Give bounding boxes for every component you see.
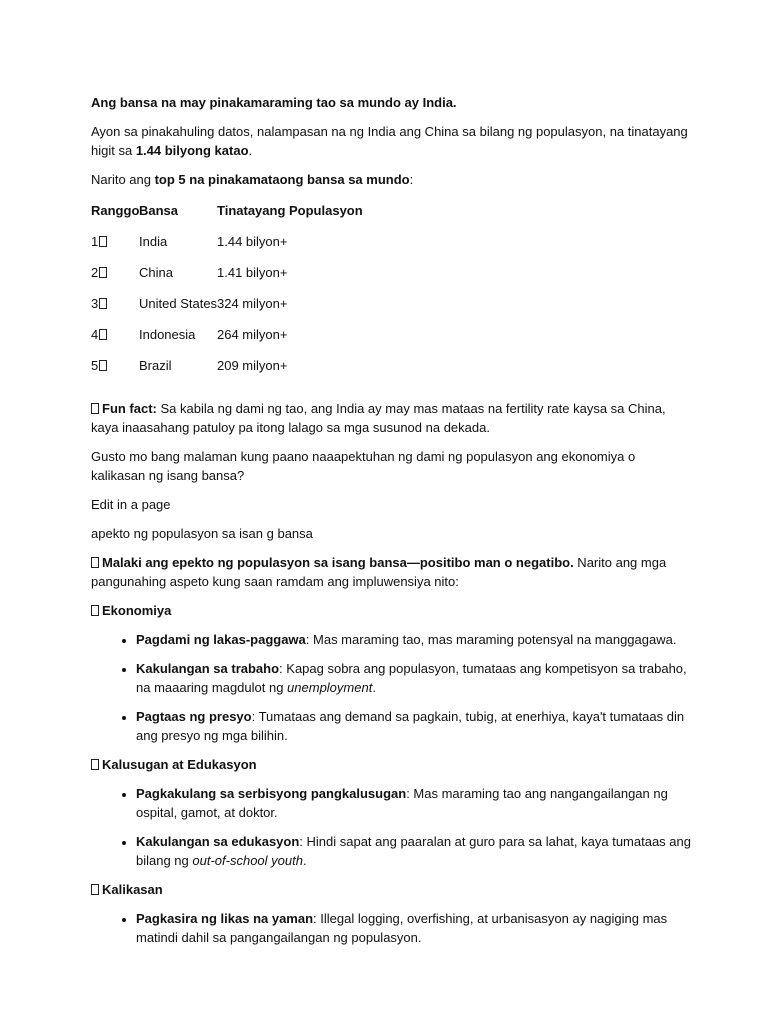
- item-text: : Tumataas ang demand sa pagkain, tubig, at enerhiya, kaya't tumataas din ang presyo ng mga bilihin.: [136, 709, 685, 743]
- intro-bold: 1.44 bilyong katao: [135, 143, 249, 158]
- edit-in-page-link[interactable]: Edit in a page: [91, 497, 171, 512]
- top5-end: :: [409, 172, 414, 187]
- rank-cell: [91, 232, 139, 251]
- missing-glyph-icon: [91, 759, 99, 770]
- population-cell: 209 milyon+: [217, 358, 288, 373]
- missing-glyph-icon: [91, 605, 99, 616]
- table-row: [91, 294, 691, 325]
- item-text: : Mas maraming tao, mas maraming potensyal na manggagawa.: [305, 632, 677, 647]
- effects-text: Narito ang mga pangunahing aspeto kung saan ramdam ang impluwensiya nito:: [91, 555, 667, 589]
- rank-number: 5: [91, 358, 99, 373]
- list-item: [136, 659, 691, 697]
- table-row: [91, 356, 691, 387]
- section-title: Kalusugan at Edukasyon: [102, 757, 257, 772]
- header-population: Tinatayang Populasyon: [217, 203, 363, 218]
- missing-glyph-icon: [99, 298, 107, 309]
- item-text: : Mas maraming tao ang nangangailangan ng ospital, gamot, at doktor.: [136, 786, 668, 820]
- item-bold: Pagdami ng lakas-paggawa: [136, 632, 306, 647]
- table-row: [91, 325, 691, 356]
- population-cell: 324 milyon+: [217, 296, 288, 311]
- item-bold: Pagtaas ng presyo: [136, 709, 252, 724]
- table-row: [91, 232, 691, 263]
- item-tail: .: [302, 853, 307, 868]
- missing-glyph-icon: [99, 236, 107, 247]
- rank-cell: [91, 263, 139, 282]
- effects-bold: Malaki ang epekto ng populasyon sa isang bansa—positibo man o negatibo.: [102, 555, 574, 570]
- rank-cell: [91, 294, 139, 313]
- missing-glyph-icon: [91, 884, 99, 895]
- ekonomiya-list: [91, 630, 691, 745]
- country-cell: Brazil: [139, 358, 172, 373]
- intro-text: Ayon sa pinakahuling datos, nalampasan na ng India ang China sa bilang ng populasyon, na tinatayang higit sa: [91, 124, 688, 158]
- population-cell: 264 milyon+: [217, 327, 288, 342]
- list-item: [136, 707, 691, 745]
- country-cell: United States: [139, 296, 218, 311]
- intro-paragraph: [91, 122, 691, 160]
- section-title: Ekonomiya: [102, 603, 172, 618]
- header-rank: Ranggo: [91, 203, 140, 218]
- top5-text: Narito ang: [91, 172, 155, 187]
- item-text: : Kapag sobra ang populasyon, tumataas ang kompetisyon sa trabaho, na maaaring magdulot ng: [136, 661, 687, 695]
- item-bold: Kakulangan sa trabaho: [136, 661, 280, 676]
- rank-number: 3: [91, 296, 99, 311]
- list-item: [136, 630, 691, 649]
- headline: [91, 93, 691, 112]
- missing-glyph-icon: [91, 557, 99, 568]
- section-heading-kalusugan: [91, 755, 691, 774]
- item-italic: out-of-school youth: [192, 853, 303, 868]
- item-bold: Pagkasira ng likas na yaman: [136, 911, 314, 926]
- missing-glyph-icon: [99, 267, 107, 278]
- missing-glyph-icon: [99, 329, 107, 340]
- item-tail: .: [372, 680, 376, 695]
- table-row: [91, 263, 691, 294]
- header-country: Bansa: [139, 203, 179, 218]
- item-text: : Illegal logging, overfishing, at urbanisasyon ay nagiging mas matindi dahil sa pangangailangan ng populasyon.: [136, 911, 668, 945]
- country-cell: Indonesia: [139, 327, 196, 342]
- fun-fact-text: Sa kabila ng dami ng tao, ang India ay may mas mataas na fertility rate kaysa sa China, kaya inaasahang patuloy pa itong lalago sa mga susunod na dekada.: [91, 401, 666, 435]
- top5-bold: top 5 na pinakamataong bansa sa mundo: [154, 172, 410, 187]
- fun-fact-label: Fun fact:: [102, 401, 157, 416]
- list-item: [136, 909, 691, 947]
- rank-number: 4: [91, 327, 99, 342]
- item-text: : Hindi sapat ang paaralan at guro para sa lahat, kaya tumataas ang bilang ng: [136, 834, 691, 868]
- country-cell: China: [139, 265, 173, 280]
- list-item: [136, 832, 691, 870]
- item-bold: Kakulangan sa edukasyon: [136, 834, 300, 849]
- user-query: apekto ng populasyon sa isan g bansa: [91, 526, 313, 541]
- effects-intro: [91, 553, 691, 591]
- fun-fact: [91, 399, 691, 437]
- kalikasan-list: [91, 909, 691, 947]
- headline-text: Ang bansa na may pinakamaraming tao sa mundo ay India.: [91, 95, 457, 110]
- rank-number: 1: [91, 234, 99, 249]
- kalusugan-list: [91, 784, 691, 870]
- rank-cell: [91, 325, 139, 344]
- rank-cell: [91, 356, 139, 375]
- missing-glyph-icon: [99, 360, 107, 371]
- table-header-row: [91, 201, 691, 232]
- section-heading-ekonomiya: [91, 601, 691, 620]
- rank-number: 2: [91, 265, 99, 280]
- country-cell: India: [139, 234, 168, 249]
- document-content: [91, 93, 691, 957]
- intro-end: .: [248, 143, 253, 158]
- item-bold: Pagkakulang sa serbisyong pangkalusugan: [136, 786, 407, 801]
- population-table: [91, 201, 691, 387]
- section-title: Kalikasan: [102, 882, 163, 897]
- top5-intro: [91, 170, 691, 189]
- item-italic: unemployment: [287, 680, 373, 695]
- population-cell: 1.44 bilyon+: [217, 234, 288, 249]
- question-paragraph: Gusto mo bang malaman kung paano naaapektuhan ng dami ng populasyon ang ekonomiya o kalikasan ng isang bansa?: [91, 449, 636, 483]
- population-cell: 1.41 bilyon+: [217, 265, 288, 280]
- missing-glyph-icon: [91, 403, 99, 414]
- list-item: [136, 784, 691, 822]
- section-heading-kalikasan: [91, 880, 691, 899]
